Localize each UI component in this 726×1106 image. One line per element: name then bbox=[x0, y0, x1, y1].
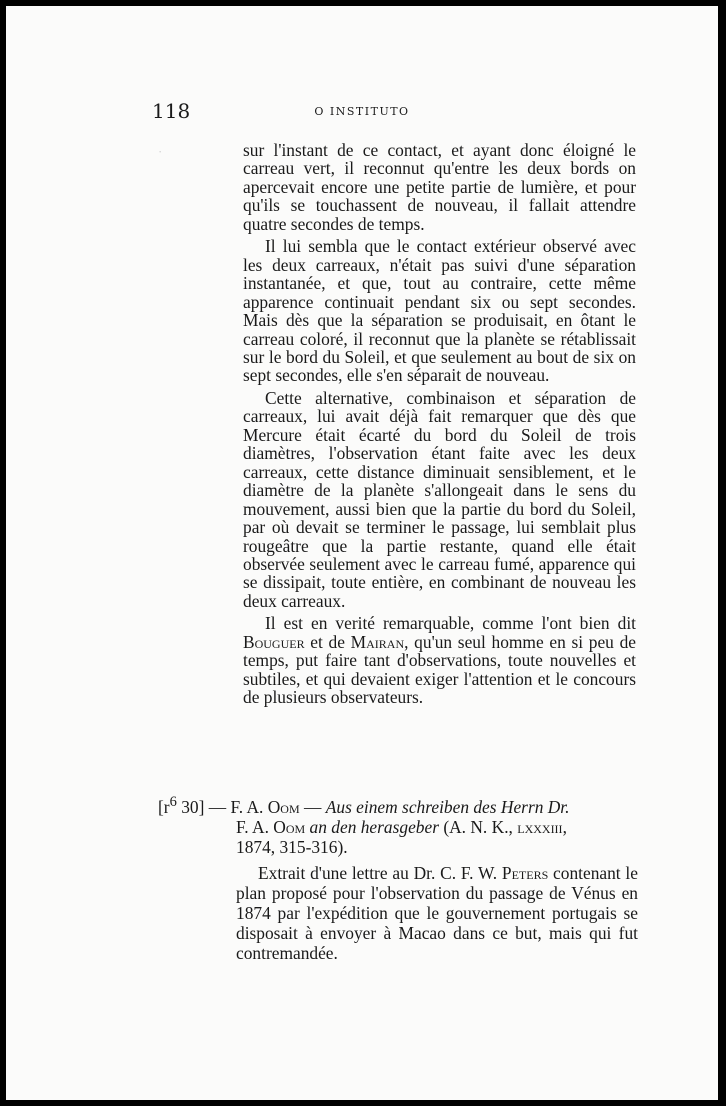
dash: — bbox=[299, 796, 326, 817]
work-title: Aus einem schreiben des Herrn Dr. bbox=[325, 796, 570, 817]
body-text bbox=[243, 141, 636, 711]
reference-prefix: [r bbox=[158, 796, 170, 817]
author-name: Oom bbox=[273, 816, 306, 837]
bibliography-first-line bbox=[158, 792, 638, 817]
author-name: Oom bbox=[267, 796, 300, 817]
paragraph bbox=[243, 614, 636, 706]
bibliography-entry bbox=[158, 792, 638, 963]
page-number: 118 bbox=[152, 99, 191, 123]
work-title: an den herasgeber bbox=[305, 816, 439, 837]
page-header bbox=[6, 99, 718, 121]
dash: — bbox=[204, 796, 231, 817]
paragraph-text: et de bbox=[304, 631, 351, 652]
reference-number: 30] bbox=[176, 796, 205, 817]
author-name: Mairan bbox=[350, 631, 405, 652]
paragraph: Cette alternative, combinaison et séparation de carreaux, lui avait déjà fait remarquer que dès que Mercure était écarté du bord du Soleil de trois diamètres, l'observation étant faite avec les deux carreaux, cette distance diminuait sensiblement, et le diamètre de la planète s'allongeait dans le sens du mouvement, aussi bien que la partie du bord du Soleil, par où devait se terminer le passage, lui semblait plus rougeâtre que la partie restante, quand elle était observée seulement avec le carreau fumé, apparence qui se dissipait, toute entière, en combinant de nouveau les deux carreaux. bbox=[243, 387, 636, 611]
bibliography-continuation bbox=[158, 817, 638, 837]
bibliography-year-pages: 1874, 315-316). bbox=[236, 836, 348, 857]
running-title: O INSTITUTO bbox=[314, 105, 410, 118]
paragraph-text: , qu'un seul homme en si peu de temps, put faire tant d'observations, toute nouvelles et subtiles, et qui devaient exiger l'attention et le concours de plusieurs observateurs. bbox=[243, 631, 636, 708]
page bbox=[6, 6, 718, 1100]
bibliography-note bbox=[236, 863, 638, 963]
volume-number: lxxxiii bbox=[517, 816, 563, 837]
citation-close: , bbox=[562, 816, 567, 837]
author-initials: F. A. bbox=[236, 816, 274, 837]
author-initials: F. A. bbox=[230, 796, 268, 817]
author-name: Peters bbox=[501, 862, 549, 883]
note-text: contenant le plan proposé pour l'observation du passage de Vénus en 1874 par l'expédition que le gouvernement portugais se disposait à envoyer à Macao dans ce but, mais qui fut contremandée. bbox=[236, 862, 638, 963]
bleed-through-mark: · bbox=[158, 144, 163, 159]
author-name: Bouguer bbox=[243, 631, 305, 652]
reference-superscript: 6 bbox=[169, 794, 177, 810]
paragraph: Il lui sembla que le contact extérieur observé avec les deux carreaux, n'était pas suivi d'une séparation instantanée, et que, tout au contraire, cette même apparence continuait pendant six ou sept secondes. Mais dès que la séparation se produisait, en ôtant le carreau coloré, il reconnut que la planète se rétablissait sur le bord du Soleil, et que seulement au bout de six on sept secondes, elle s'en séparait de nouveau. bbox=[243, 236, 636, 386]
citation-open: (A. N. K., bbox=[438, 816, 518, 837]
paragraph-text: Il est en verité remarquable, comme l'ont bien dit bbox=[265, 613, 636, 634]
note-text: Extrait d'une lettre au Dr. C. F. W. bbox=[258, 862, 502, 883]
paragraph: sur l'instant de ce contact, et ayant donc éloigné le carreau vert, il reconnut qu'entre les deux bords on apercevait encore une petite partie de lumière, et pour qu'ils se touchassent de nouveau, il fallait attendre quatre secondes de temps. bbox=[243, 140, 636, 234]
